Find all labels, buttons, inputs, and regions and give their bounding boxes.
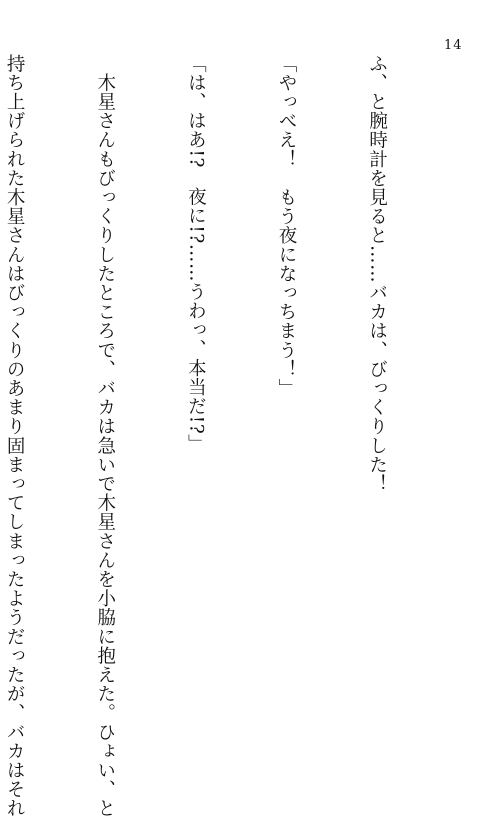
novel-text-body <box>0 54 452 818</box>
text-line: 持ち上げられた木星さんはびっくりのあまり固まってしまったようだったが、バカはそれ <box>4 54 26 818</box>
text-line: 「やっべえ！ もう夜になっちまう！」 <box>275 54 297 398</box>
text-line: 「は、はあ!? 夜に!?……うわっ、本当だ!?」 <box>185 54 207 454</box>
page-number: 14 <box>444 38 463 53</box>
text-line: ふ、と腕時計を見ると……バカは、びっくりした！ <box>366 54 388 494</box>
text-line: 木星さんもびっくりしたところで、バカは急いで木星さんを小脇に抱えた。ひょい、と <box>94 54 116 818</box>
